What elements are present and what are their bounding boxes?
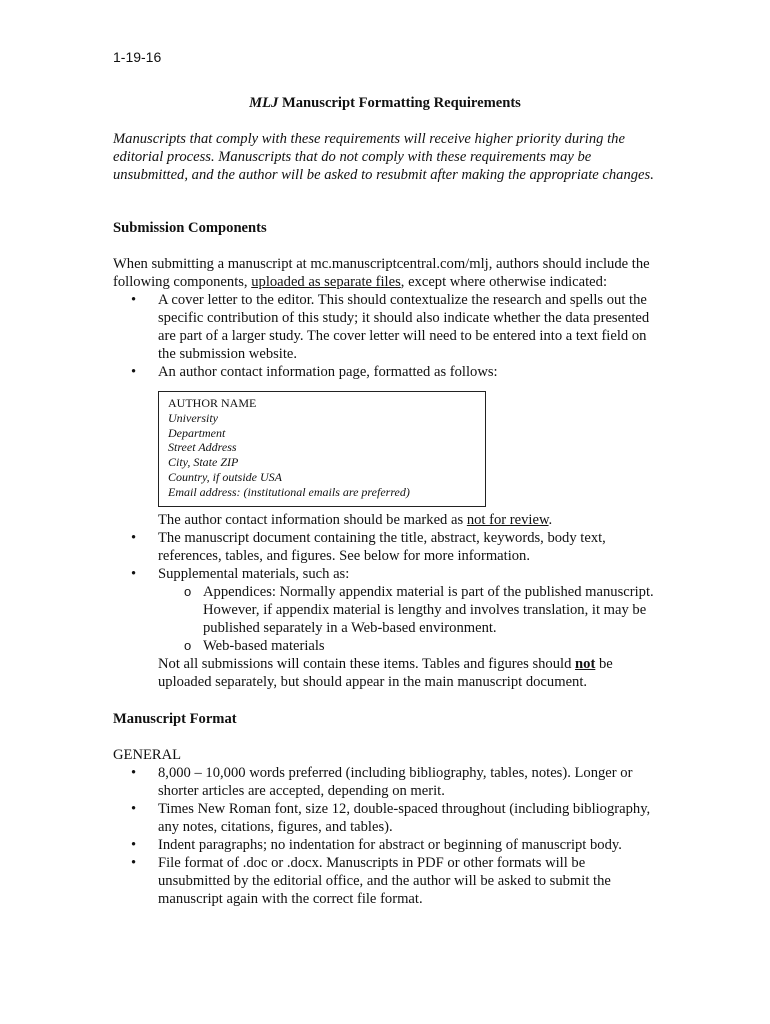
- bullet-icon: •: [131, 364, 137, 380]
- list-item-supplemental: [113, 565, 658, 655]
- bullet-icon: •: [131, 566, 137, 582]
- list-item-text: File format of .doc or .docx. Manuscripts in PDF or other formats will be unsubmitted by the editorial office, and the author will be asked to submit the manuscript again with the correct file format.: [158, 855, 611, 907]
- list-item: [113, 854, 658, 908]
- lead-text-end: , except where otherwise indicated:: [400, 274, 608, 290]
- components-list-continued: [113, 529, 658, 655]
- note-text: Not all submissions will contain these items. Tables and figures should: [158, 656, 576, 672]
- circle-bullet-icon: o: [184, 638, 192, 653]
- general-list: [113, 764, 658, 908]
- supplemental-sublist: [158, 583, 658, 655]
- components-list: [113, 291, 658, 381]
- submission-lead: [113, 255, 658, 291]
- note-text-end: be uploaded separately, but should appear in the main manuscript document.: [158, 656, 613, 690]
- journal-abbrev: MLJ: [249, 95, 279, 111]
- list-item-text: A cover letter to the editor. This should contextualize the research and spells out the specific contribution of this study; it should also indicate whether the data presented are part of a larger study. The cover letter will need to be entered into a text field on the submission website.: [158, 292, 650, 362]
- document-title: [0, 94, 770, 112]
- sublist-item-text: Appendices: Normally appendix material is part of the published manuscript. However, if appendix material is lengthy and involves translation, it may be published separately in a Web-based environment.: [203, 584, 654, 636]
- bullet-icon: •: [131, 530, 137, 546]
- general-subheading: GENERAL: [113, 747, 182, 763]
- submission-heading: Submission Components: [113, 220, 267, 236]
- list-item-text: 8,000 – 10,000 words preferred (including bibliography, tables, notes). Longer or shorter articles are accepted, depending on merit.: [158, 765, 633, 799]
- sublist-item-text: Web-based materials: [203, 638, 325, 654]
- list-item: [113, 836, 658, 854]
- bullet-icon: •: [131, 765, 137, 781]
- bullet-icon: •: [131, 801, 137, 817]
- circle-bullet-icon: o: [184, 584, 192, 599]
- list-item: [113, 800, 658, 836]
- separate-files-underlined: uploaded as separate files: [251, 274, 401, 290]
- list-item-text: An author contact information page, formatted as follows:: [158, 364, 498, 380]
- sublist-item-web: [158, 637, 658, 655]
- not-emphasis: not: [575, 656, 596, 672]
- author-contact-box: [158, 391, 486, 507]
- list-item-manuscript: [113, 529, 658, 565]
- list-item-text: The manuscript document containing the title, abstract, keywords, body text, references, tables, and figures. See below for more information.: [158, 530, 606, 564]
- box-street: Street Address: [168, 440, 237, 455]
- bullet-icon: •: [131, 292, 137, 308]
- list-item-cover-letter: [113, 291, 658, 363]
- contact-note: [158, 511, 658, 529]
- document-date: 1-19-16: [113, 49, 162, 65]
- supplemental-note: [158, 655, 658, 691]
- list-item-text: Times New Roman font, size 12, double-spaced throughout (including bibliography, any notes, citations, figures, and tables).: [158, 801, 651, 835]
- list-item-text: Indent paragraphs; no indentation for abstract or beginning of manuscript body.: [158, 837, 622, 853]
- list-item: [113, 764, 658, 800]
- box-author-name: AUTHOR NAME: [168, 396, 257, 410]
- title-text: Manuscript Formatting Requirements: [278, 95, 521, 111]
- format-heading: Manuscript Format: [113, 711, 237, 727]
- list-item-text: Supplemental materials, such as:: [158, 566, 350, 582]
- lead-text: When submitting a manuscript at mc.manuscriptcentral.com/mlj, authors should include the following components,: [113, 256, 650, 290]
- box-city: City, State ZIP: [168, 455, 239, 470]
- bullet-icon: •: [131, 855, 137, 871]
- box-university: University: [168, 410, 218, 425]
- sublist-item-appendices: [158, 583, 658, 637]
- box-country: Country, if outside USA: [168, 469, 282, 484]
- not-for-review-underlined: not for review: [466, 512, 549, 528]
- box-department: Department: [168, 425, 226, 440]
- box-email: Email address: (institutional emails are preferred): [168, 484, 410, 499]
- list-item-contact-page: [113, 363, 658, 381]
- bullet-icon: •: [131, 837, 137, 853]
- contact-note-end: .: [548, 512, 553, 528]
- contact-note-text: The author contact information should be marked as: [158, 512, 467, 528]
- intro-paragraph: Manuscripts that comply with these requirements will receive higher priority during the editorial process. Manuscripts that do not comply with these requirements may be unsubmitted, and the author will be asked to resubmit after making the appropriate changes.: [113, 131, 654, 183]
